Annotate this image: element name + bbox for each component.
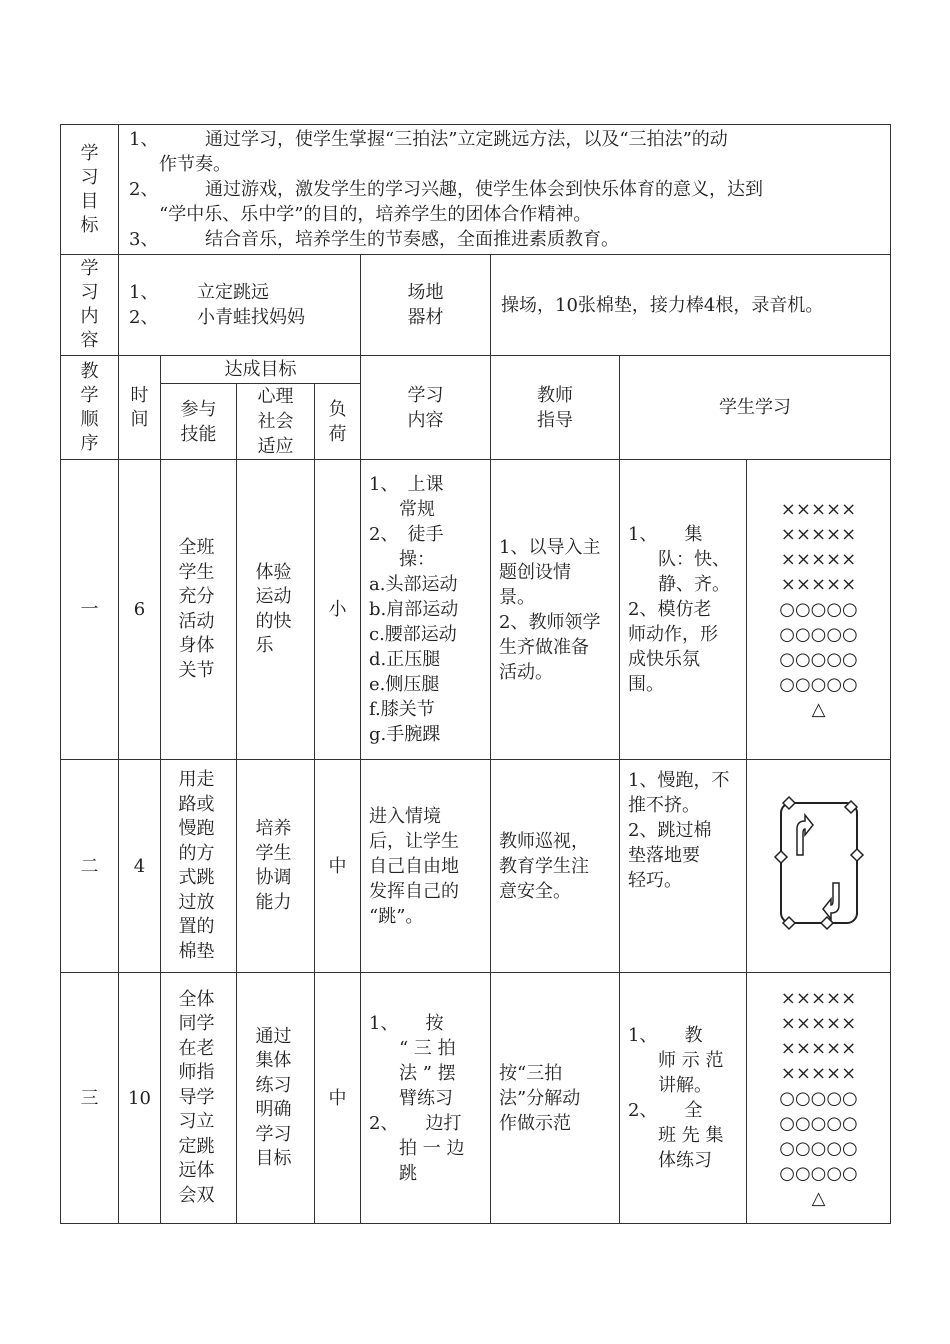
mat-marker-icon <box>775 851 787 863</box>
goals-header: 达成目标 <box>161 356 361 384</box>
student-learning-header: 学生学习 <box>620 356 891 460</box>
row-sequence: 一 <box>61 460 119 760</box>
table-row <box>61 973 891 1224</box>
content-item: 1、 立定跳远 <box>129 282 269 303</box>
mat-marker-icon <box>851 849 863 861</box>
teacher-triangle: △ <box>811 699 826 720</box>
content-header: 学习内容 <box>61 255 119 356</box>
row-skill: 用走路或慢跑的方式跳过放置的棉垫 <box>161 760 237 973</box>
row-student: 1、 集 队：快、 静、齐。 2、模仿老 师动作，形 成快乐氛 围。 <box>620 460 747 760</box>
row-load: 中 <box>315 760 361 973</box>
table-row <box>61 760 891 973</box>
mat-outline <box>781 803 857 923</box>
row-skill: 全班学生充分活动身体关节 <box>161 460 237 760</box>
venue-value: 操场，10张棉垫，接力棒4根，录音机。 <box>491 255 891 356</box>
psych-header: 心理 社会 适应 <box>237 384 315 460</box>
row-time: 6 <box>119 460 161 760</box>
content-row <box>61 255 891 356</box>
row-time: 10 <box>119 973 161 1224</box>
lesson-plan-table <box>60 124 891 1224</box>
row-learning: 进入情境 后，让学生 自己自由地 发挥自己的 “跳”。 <box>361 760 491 973</box>
row-psych: 培养学生协调能力 <box>237 760 315 973</box>
row-skill: 全体同学在老师指导学习立定跳远体会双 <box>161 973 237 1224</box>
objective-item: 3、 结合音乐，培养学生的节奏感，全面推进素质教育。 <box>129 229 619 250</box>
row-sequence: 三 <box>61 973 119 1224</box>
content-item: 2、 小青蛙找妈妈 <box>129 307 305 328</box>
row-student: 1、慢跑，不 推不挤。 2、跳过棉 垫落地要 轻巧。 <box>620 760 747 973</box>
row-student: 1、 教 师 示 范 讲解。 2、 全 班 先 集 体练习 <box>620 973 747 1224</box>
row-psych: 通过集体练习明确学习目标 <box>237 973 315 1224</box>
row-learning: 1、 按 “ 三 拍 法 ” 摆 臂练习 2、 边打 拍 一 边 跳 <box>361 973 491 1224</box>
row-teacher: 按“三拍 法”分解动 作做示范 <box>491 973 620 1224</box>
row-teacher: 1、以导入主 题创设情 景。 2、教师领学 生齐做准备 活动。 <box>491 460 620 760</box>
mat-marker-icon <box>783 797 795 809</box>
time-header: 时间 <box>119 356 161 460</box>
header-row-1 <box>61 356 891 384</box>
mat-route-diagram <box>747 760 891 973</box>
row-sequence: 二 <box>61 760 119 973</box>
objectives-header: 学习目标 <box>61 125 119 255</box>
learning-content-header: 学习 内容 <box>361 356 491 460</box>
objective-item: 2、 通过游戏，激发学生的学习兴趣，使学生体会到快乐体育的意义，达到 “学中乐、乐中学”的目的，培养学生的团体合作精神。 <box>129 179 763 225</box>
row-learning: 1、 上课 常规 2、 徒手 操： a.头部运动 b.肩部运动 c.腰部运动 d.正压腿 e.侧压腿 f.膝关节 g.手腕踝 <box>361 460 491 760</box>
row-teacher: 教师巡视， 教育学生注 意安全。 <box>491 760 620 973</box>
formation-diagram: ××××× ××××× ××××× ××××× ○○○○○ ○○○○○ ○○○○○ ○○○○○ △ <box>747 460 891 760</box>
row-load: 小 <box>315 460 361 760</box>
content-list <box>119 255 361 356</box>
sequence-header: 教学顺序 <box>61 356 119 460</box>
load-header: 负 荷 <box>315 384 361 460</box>
teacher-triangle: △ <box>811 1187 826 1209</box>
objective-item: 1、 通过学习，使学生掌握“三拍法”立定跳远方法，以及“三拍法”的动 作节奏。 <box>129 129 728 175</box>
row-psych: 体验运动的快乐 <box>237 460 315 760</box>
route-arrow-up-icon <box>797 815 813 855</box>
skill-header: 参与 技能 <box>161 384 237 460</box>
objectives-row <box>61 125 891 255</box>
mat-route-svg <box>769 793 869 933</box>
row-load: 中 <box>315 973 361 1224</box>
route-arrow-down-icon <box>823 883 839 919</box>
mat-marker-icon <box>783 917 795 929</box>
teacher-guidance-header: 教师 指导 <box>491 356 620 460</box>
formation-diagram: ××××× ××××× ××××× ××××× ○○○○○ ○○○○○ ○○○○○ ○○○○○ △ <box>747 973 891 1224</box>
venue-label: 场地 器材 <box>361 255 491 356</box>
table-row <box>61 460 891 760</box>
row-time: 4 <box>119 760 161 973</box>
objectives-list <box>119 125 891 255</box>
